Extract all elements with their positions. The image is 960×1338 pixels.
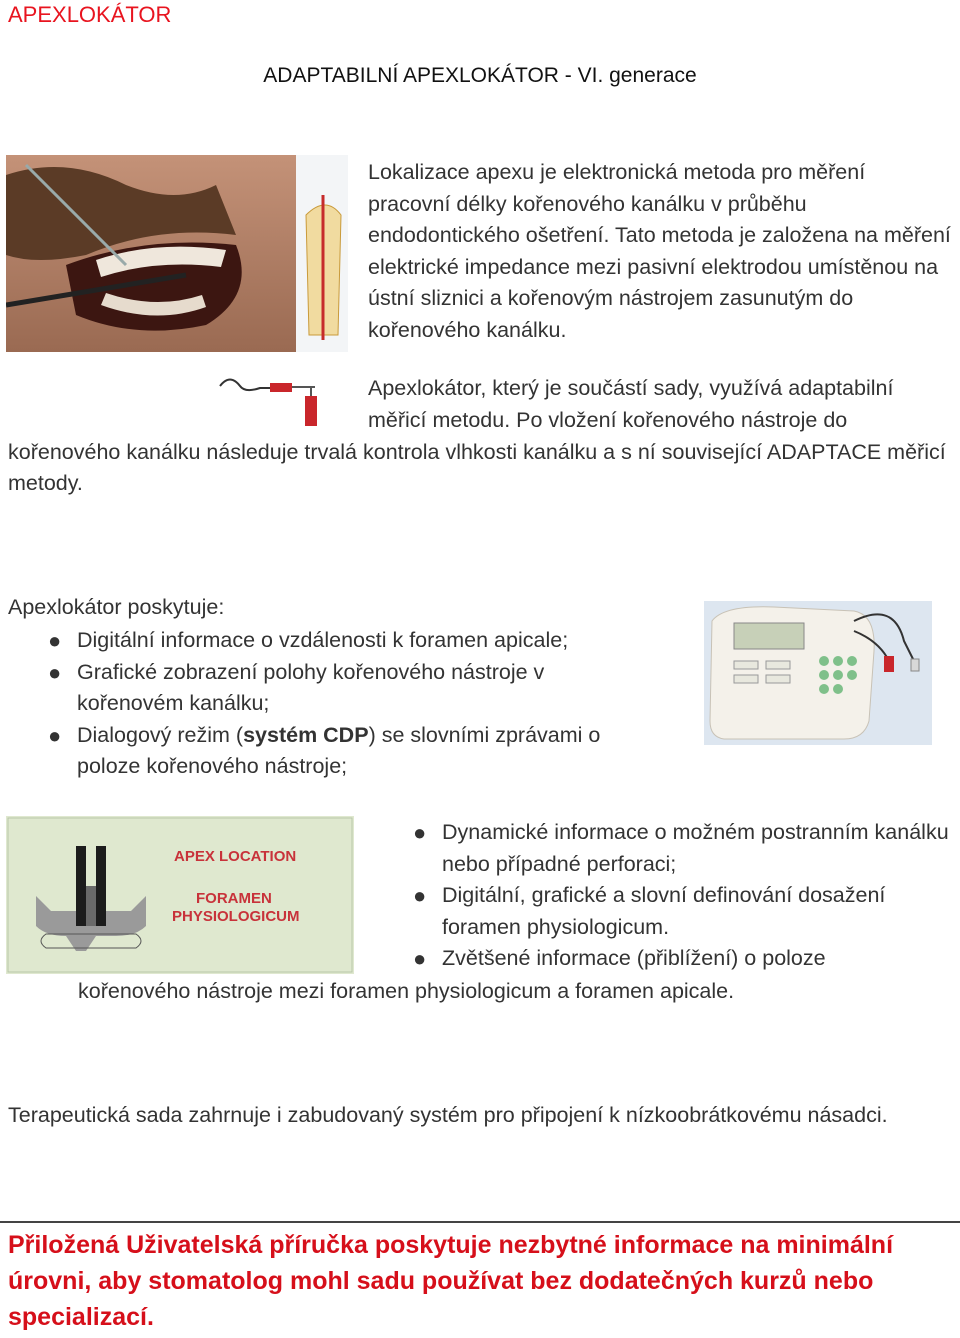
bullet-icon: ● — [48, 659, 62, 685]
dental-procedure-photo — [6, 155, 348, 352]
list-item — [373, 817, 958, 880]
features-list-top — [8, 625, 648, 783]
intro-paragraph: Lokalizace apexu je elektronická metoda pro měření pracovní délky kořenového kanálku v průběhu endodontického ošetření. Tato metoda je založena na měření elektrické impedance mezi pasivní elektrodou umístěnou na ústní sliznici a kořenovým nástrojem zasunutým do kořenového kanálku. — [368, 160, 951, 342]
list-item-text: Digitální, grafické a slovní definování dosažení foramen physiologicum. — [442, 883, 886, 939]
apex-location-display-graphic — [6, 816, 354, 974]
bullet-icon: ● — [413, 820, 427, 845]
list-item-bold: systém CDP — [243, 722, 369, 747]
list-item — [8, 625, 648, 657]
list-item-continuation: kořenového nástroje mezi foramen physiologicum a foramen apicale. — [78, 979, 735, 1003]
display-line-apex-location: APEX LOCATION — [174, 848, 297, 865]
list-item-text: Dynamické informace o možném postranním kanálku nebo případné perforaci; — [442, 820, 949, 876]
apex-locator-device-image — [704, 601, 932, 745]
list-item — [8, 657, 648, 720]
display-line-foramen: FORAMEN — [196, 890, 272, 907]
list-item-text: Grafické zobrazení polohy kořenového nástroje v kořenovém kanálku; — [77, 659, 545, 715]
list-item — [373, 943, 958, 975]
features-list-bottom — [373, 817, 958, 975]
bullet-icon: ● — [48, 628, 62, 653]
divider — [0, 1221, 960, 1223]
list-item-text: Digitální informace o vzdálenosti k foramen apicale; — [77, 628, 569, 652]
adaptive-paragraph-line: Apexlokátor, který je součástí sady, využívá adaptabilní — [368, 376, 894, 400]
bullet-icon: ● — [48, 722, 62, 748]
therapy-paragraph: Terapeutická sada zahrnuje i zabudovaný systém pro připojení k nízkoobrátkovému násadci. — [8, 1103, 888, 1127]
list-item — [8, 720, 648, 783]
adaptive-paragraph-text: měřicí metodu. Po vložení kořenového nástroje do kořenového kanálku následuje trvalá kontrola vlhkosti kanálku a s ní související ADAPTACE měřicí metody. — [8, 408, 946, 495]
display-line-physiologicum: PHYSIOLOGICUM — [172, 908, 300, 925]
list-item — [373, 880, 958, 943]
bullet-icon: ● — [413, 946, 427, 971]
features-heading: Apexlokátor poskytuje: — [8, 595, 225, 619]
bullet-icon: ● — [413, 883, 427, 908]
section-heading: ADAPTABILNÍ APEXLOKÁTOR - VI. generace — [263, 64, 697, 87]
manual-note: Přiložená Uživatelská příručka poskytuje nezbytné informace na minimální úrovni, aby stomatolog mohl sadu používat bez dodatečných kurzů nebo specializací. — [8, 1231, 894, 1331]
adaptive-paragraph-continued — [8, 405, 953, 500]
document-title: APEXLOKÁTOR — [8, 2, 172, 27]
list-item-text-pre: Dialogový režim ( — [77, 722, 244, 747]
list-item-text: Zvětšené informace (přiblížení) o poloze — [442, 946, 826, 970]
list-item-text-post: ) se slovními zprávami o poloze kořenového nástroje; — [77, 722, 601, 778]
